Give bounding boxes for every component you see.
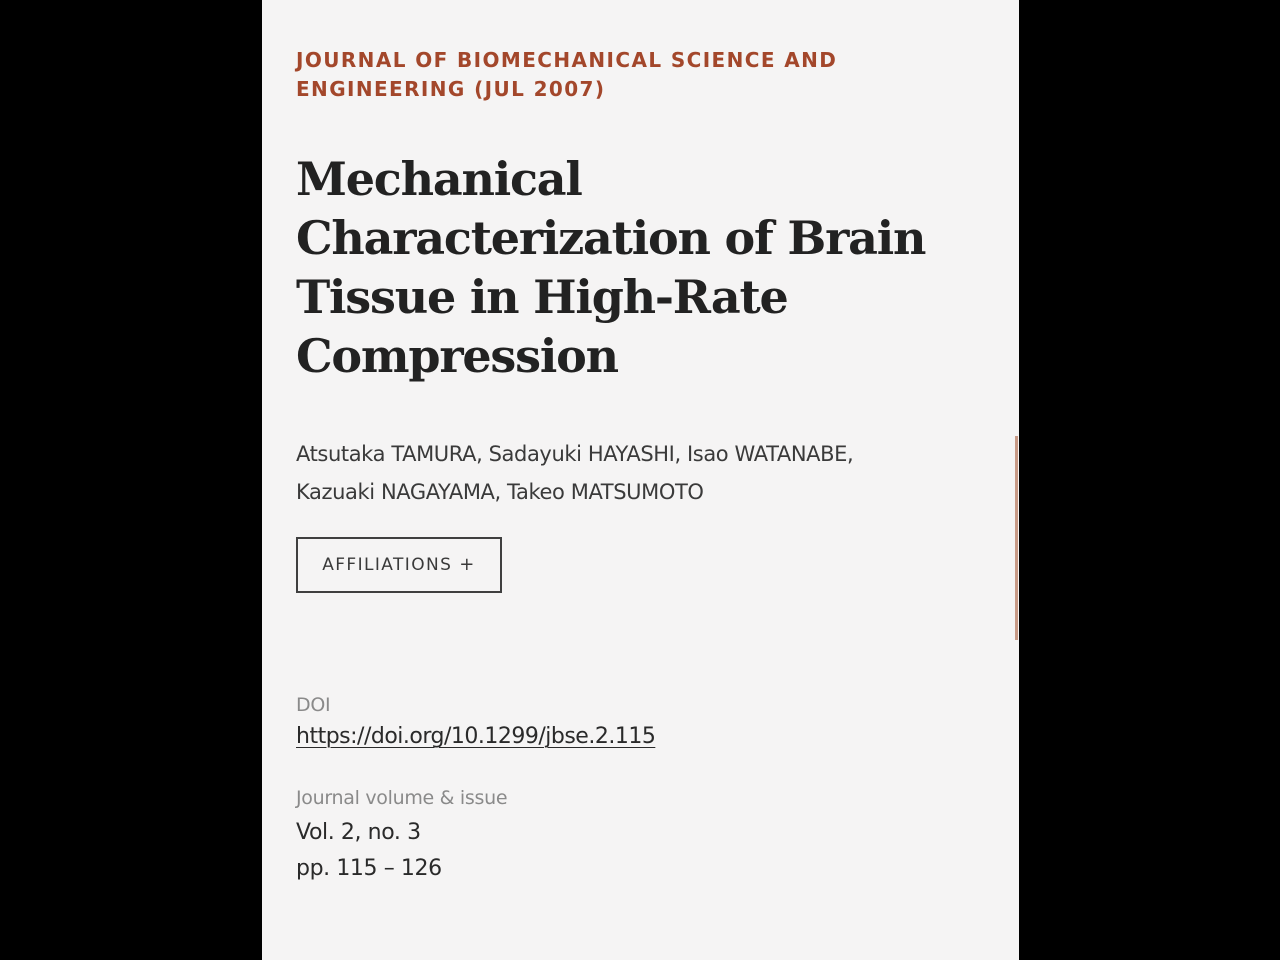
plus-icon: +: [459, 554, 476, 575]
article-page: [262, 0, 1019, 960]
article-title-line-1: Mechanical: [296, 152, 582, 206]
journal-name-line-1: JOURNAL OF BIOMECHANICAL SCIENCE AND: [296, 48, 838, 72]
article-title-line-2: Characterization of Brain: [296, 211, 926, 265]
side-accent-bar: [1015, 436, 1018, 640]
article-title: [296, 150, 956, 386]
volume-issue-value: Vol. 2, no. 3: [296, 820, 421, 845]
author-list-line-2: Kazuaki NAGAYAMA, Takeo MATSUMOTO: [296, 480, 704, 504]
article-title-line-3: Tissue in High-Rate: [296, 270, 788, 324]
affiliations-button[interactable]: [296, 537, 502, 593]
doi-label: DOI: [296, 694, 331, 716]
affiliations-button-label: AFFILIATIONS: [322, 555, 453, 575]
page-range-value: pp. 115 – 126: [296, 856, 442, 881]
article-title-line-4: Compression: [296, 329, 618, 383]
author-list: [296, 435, 956, 511]
volume-issue-label: Journal volume & issue: [296, 787, 508, 809]
journal-name: [296, 46, 896, 104]
author-list-line-1: Atsutaka TAMURA, Sadayuki HAYASHI, Isao WATANABE,: [296, 442, 854, 466]
journal-name-line-2: ENGINEERING (JUL 2007): [296, 77, 606, 101]
doi-link[interactable]: https://doi.org/10.1299/jbse.2.115: [296, 724, 656, 749]
